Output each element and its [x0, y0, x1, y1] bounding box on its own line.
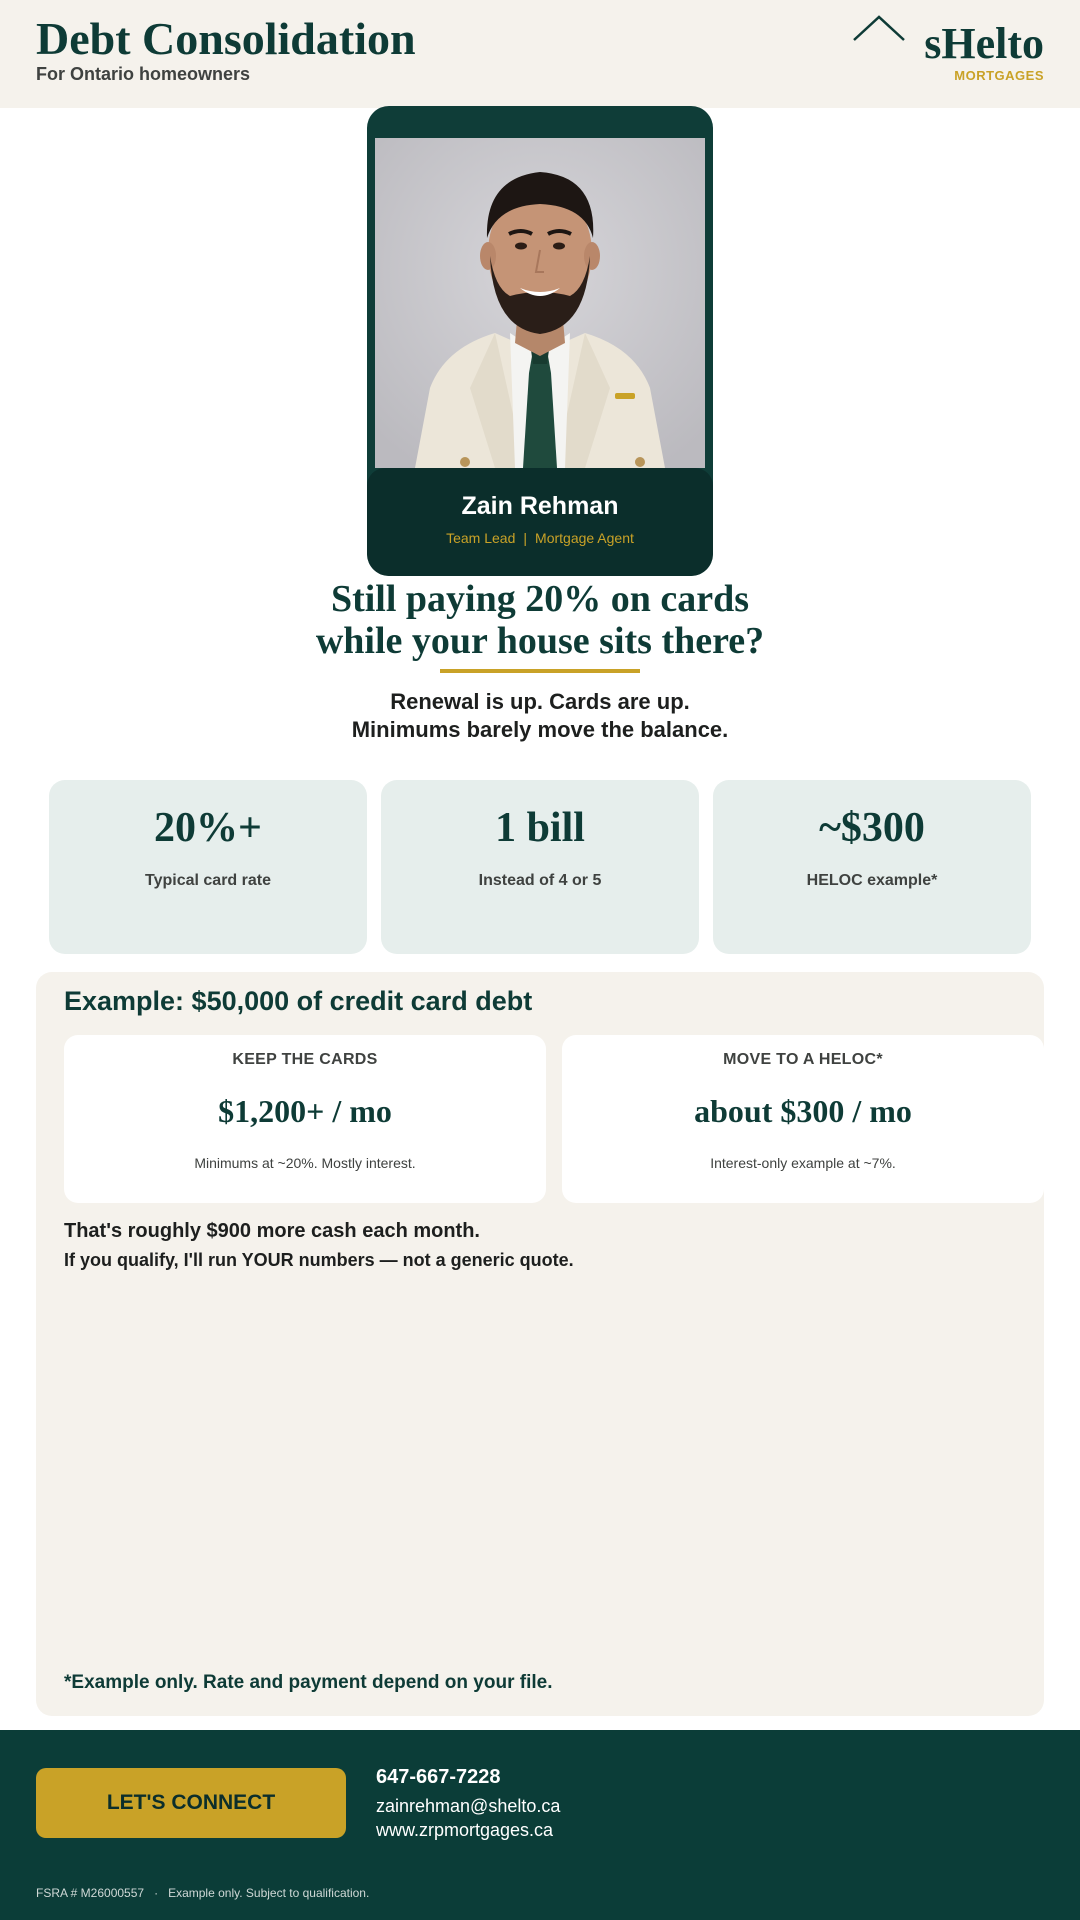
debt-example-section [36, 972, 1044, 1716]
compare-card-keep-cards [64, 1035, 546, 1203]
stat-label: Typical card rate [145, 872, 271, 889]
footer [0, 1730, 1080, 1920]
compare-heading: KEEP THE CARDS [232, 1051, 378, 1068]
roof-icon [852, 14, 906, 42]
header [0, 0, 1080, 108]
compare-card-heloc [562, 1035, 1044, 1203]
agent-name: Zain Rehman [461, 492, 619, 520]
agent-role [367, 530, 713, 546]
hero-headline-line-2: while your house sits there? [315, 620, 765, 662]
hero-headline [0, 578, 1080, 662]
hero-lead-line-1: Renewal is up. Cards are up. [390, 689, 690, 714]
stat-card-heloc [713, 780, 1031, 954]
brand-logo-subtext: MORTGAGES [954, 68, 1044, 83]
stat-label: HELOC example* [806, 872, 938, 889]
qualification-promise: If you qualify, I'll run YOUR numbers — not a generic quote. [64, 1250, 574, 1270]
stat-value: ~$300 [819, 805, 925, 851]
email-link[interactable]: zainrehman@shelto.ca [376, 1796, 561, 1816]
phone-number[interactable]: 647-667-7228 [376, 1766, 501, 1788]
agent-profile-card [367, 106, 713, 576]
compare-amount: $1,200+ / mo [218, 1093, 392, 1129]
legal-note: Example only. Subject to qualification. [168, 1886, 370, 1900]
hero-lead-line-2: Minimums barely move the balance. [351, 717, 729, 742]
legal-line [36, 1886, 369, 1900]
stat-label: Instead of 4 or 5 [478, 872, 602, 889]
license-number: FSRA # M26000557 [36, 1886, 145, 1900]
website-link[interactable]: www.zrpmortgages.ca [376, 1820, 554, 1840]
hero-headline-line-1: Still paying 20% on cards [330, 578, 750, 620]
agent-name-panel [367, 468, 713, 576]
brand-logo: sHelto [924, 19, 1044, 68]
lets-connect-button[interactable]: LET'S CONNECT [36, 1768, 346, 1838]
page-subtitle: For Ontario homeowners [36, 64, 251, 84]
example-disclaimer: *Example only. Rate and payment depend on your file. [64, 1672, 553, 1693]
agent-photo [375, 138, 705, 468]
savings-statement: That's roughly $900 more cash each month. [64, 1220, 480, 1242]
compare-note: Interest-only example at ~7%. [710, 1155, 896, 1171]
legal-separator: · [154, 1886, 159, 1900]
stat-value: 1 bill [495, 805, 585, 851]
example-title: Example: $50,000 of credit card debt [64, 986, 533, 1016]
stat-card-card-rate [49, 780, 367, 954]
compare-note: Minimums at ~20%. Mostly interest. [194, 1155, 416, 1171]
compare-heading: MOVE TO A HELOC* [723, 1051, 883, 1068]
stat-value: 20%+ [154, 805, 262, 851]
headline-divider [440, 669, 640, 673]
agent-role-secondary: Mortgage Agent [535, 530, 634, 546]
compare-amount: about $300 / mo [694, 1093, 912, 1129]
agent-role-separator: | [523, 530, 528, 546]
agent-portrait-icon [375, 138, 705, 468]
agent-role-primary: Team Lead [446, 530, 516, 546]
page-title: Debt Consolidation [36, 13, 416, 64]
hero-lead [0, 688, 1080, 744]
stat-card-one-bill [381, 780, 699, 954]
